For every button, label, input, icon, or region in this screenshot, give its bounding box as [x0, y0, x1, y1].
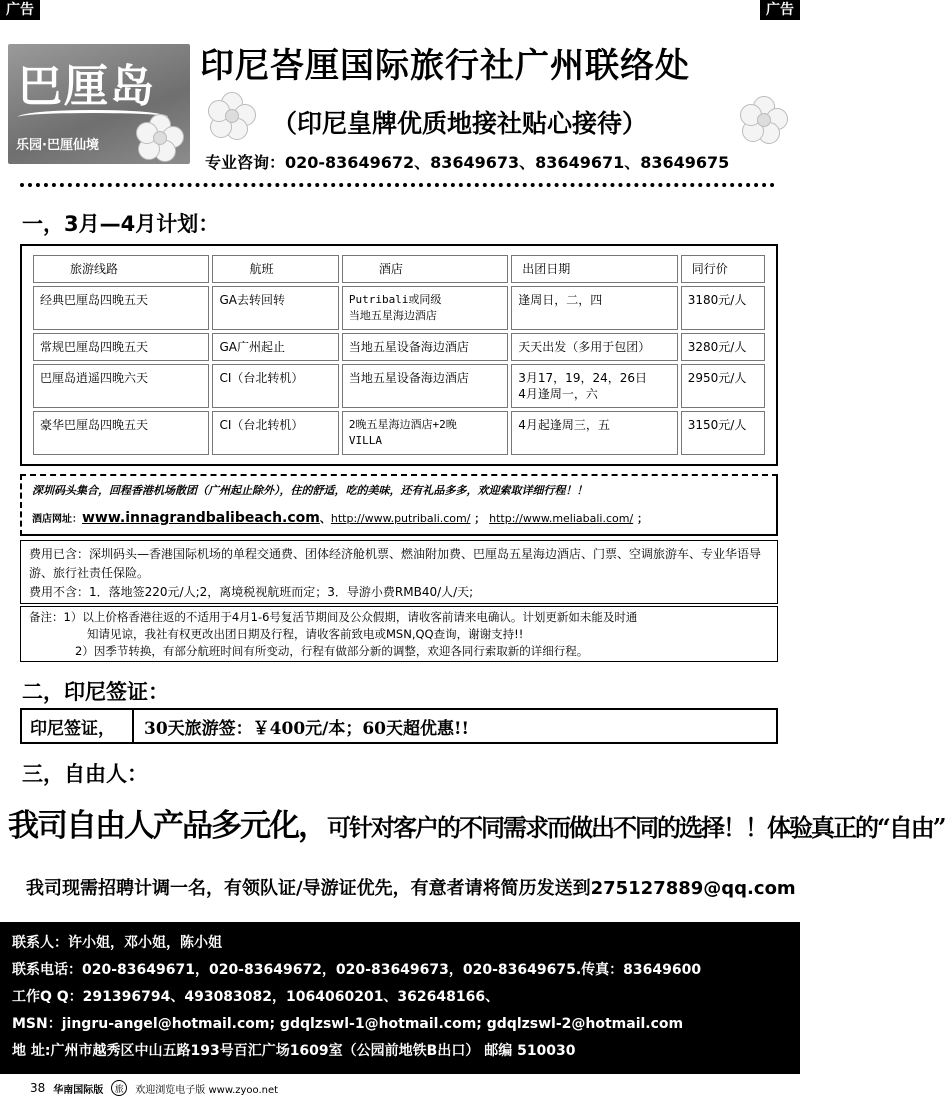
hotel-link-meliabali[interactable]: http://www.meliabali.com/ [489, 512, 634, 525]
page-footer-bar [0, 1076, 800, 1100]
table-cell: 3280元/人 [681, 333, 765, 361]
column-header: 航班 [212, 255, 338, 283]
link-separator: ； [633, 512, 649, 525]
promo-text: 深圳码头集合，回程香港机场散团（广州起止除外），住的舒适，吃的美味，还有礼品多多，欢迎索取详细行程！！ [32, 484, 588, 497]
column-header: 酒店 [342, 255, 508, 283]
free-travel-slogan [8, 800, 945, 845]
table-cell: 4月起逢周三，五 [511, 411, 677, 455]
flower-icon [208, 92, 256, 140]
fees-included: 费用已含：深圳码头—香港国际机场的单程交通费、团体经济舱机票、燃油附加费、巴厘岛五星海边酒店、门票、空调旅游车、专业华语导游、旅行社责任保险。 [29, 547, 762, 580]
table-cell: 3150元/人 [681, 411, 765, 455]
table-row [33, 286, 765, 330]
dotted-divider [20, 183, 775, 187]
table-cell: 2晚五星海边酒店+2晚 VILLA [342, 411, 508, 455]
table-row [33, 364, 765, 408]
table-cell: Putribali或同级 当地五星海边酒店 [342, 286, 508, 330]
recruit-notice: 我司现需招聘计调一名，有领队证/导游证优先，有意者请将简历发送到275127889@qq.com [26, 878, 796, 899]
contact-address: 地 址:广州市越秀区中山五路193号百汇广场1609室（公园前地铁B出口） 邮编 510030 [12, 1043, 576, 1059]
slogan-part-b: 可针对客户的不同需求而做出不同的选择！！体验真正的“自由” [327, 813, 945, 842]
contact-persons: 联系人：许小姐，邓小姐，陈小姐 [12, 935, 222, 951]
hotel-websites [32, 510, 766, 526]
link-separator: ； [470, 512, 486, 525]
note-line-3: 2）因季节转换，有部分航班时间有所变动，行程有做部分新的调整，欢迎各同行索取新的详细行程。 [75, 644, 589, 658]
table-cell: 天天出发（多用于包团） [511, 333, 677, 361]
edition-name: 华南国际版 [53, 1084, 104, 1096]
table-cell: 当地五星设备海边酒店 [342, 333, 508, 361]
table-header-row [33, 255, 765, 283]
hotel-link-innagrand[interactable]: www.innagrandbalibeach.com [82, 510, 320, 526]
page-subtitle: （印尼皇牌优质地接社贴心接待） [272, 109, 648, 138]
table-cell: 当地五星设备海边酒店 [342, 364, 508, 408]
visa-box [20, 708, 778, 744]
logo-main-text: 巴厘岛 [18, 61, 156, 112]
plan-table-box [20, 244, 778, 466]
fees-excluded: 费用不含：1．落地签220元/人;2，离境税视航班而定；3．导游小费RMB40/人/天; [29, 585, 474, 599]
table-cell: 3180元/人 [681, 286, 765, 330]
table-cell: 豪华巴厘岛四晚五天 [33, 411, 209, 455]
promo-box [20, 474, 778, 536]
section-heading-free: 三，自由人： [22, 762, 148, 786]
section-heading-visa: 二，印尼签证： [22, 680, 169, 704]
note-line-1: 备注：1）以上价格香港往返的不适用于4月1-6号复活节期间及公众假期，请收客前请来电确认。计划更新如未能及时通 [29, 610, 638, 624]
ad-label-right: 广告 [760, 0, 800, 20]
note-line-2: 知请见谅，我社有权更改出团日期及行程，请收客前致电或MSN,QQ查询，谢谢支持!! [87, 627, 524, 641]
hotel-link-putribali[interactable]: http://www.putribali.com/ [330, 512, 471, 525]
flower-icon [740, 96, 788, 144]
plan-table [30, 252, 768, 458]
link-separator: 、 [319, 512, 331, 525]
flower-icon [136, 114, 184, 162]
hotel-websites-label: 酒店网址： [32, 514, 82, 525]
column-header: 同行价 [681, 255, 765, 283]
table-row [33, 333, 765, 361]
slogan-part-a: 我司自由人产品多元化， [8, 808, 327, 844]
column-header: 旅游线路 [33, 255, 209, 283]
table-cell: 逢周日，二，四 [511, 286, 677, 330]
bali-logo [8, 44, 190, 164]
page-title: 印尼峇厘国际旅行社广州联络处 [200, 46, 690, 86]
table-cell: GA广州起止 [212, 333, 338, 361]
visa-price: 30天旅游签：￥400元/本；60天超优惠!! [144, 718, 469, 739]
section-heading-plan: 一，3月—4月计划： [22, 212, 220, 236]
table-cell: 经典巴厘岛四晚五天 [33, 286, 209, 330]
table-row [33, 411, 765, 455]
visa-label: 印尼签证， [22, 710, 134, 742]
table-cell: 常规巴厘岛四晚五天 [33, 333, 209, 361]
contact-msn: MSN：jingru-angel@hotmail.com; gdqlzswl-1@hotmail.com; gdqlzswl-2@hotmail.com [12, 1016, 684, 1032]
logo-sub-text: 乐园·巴厘仙境 [16, 138, 99, 153]
table-cell: 巴厘岛逍遥四晚六天 [33, 364, 209, 408]
edition-website: 欢迎浏览电子版 www.zyoo.net [135, 1084, 279, 1096]
notes-box [20, 606, 778, 662]
column-header: 出团日期 [511, 255, 677, 283]
table-cell: 2950元/人 [681, 364, 765, 408]
table-cell: CI（台北转机） [212, 364, 338, 408]
edition-circle-icon: 旅 [111, 1080, 127, 1096]
table-cell: 3月17，19，24，26日 4月逢周一，六 [511, 364, 677, 408]
contact-qq: 工作Q Q：291396794、493083082，1064060201、362648166、 [12, 989, 500, 1005]
contact-footer [0, 922, 800, 1074]
table-cell: GA去转回转 [212, 286, 338, 330]
page-number: 38 [30, 1081, 46, 1095]
fees-box [20, 540, 778, 604]
contact-phones: 联系电话：020-83649671，020-83649672，020-83649673，020-83649675.传真：83649600 [12, 962, 702, 978]
table-cell: CI（台北转机） [212, 411, 338, 455]
consult-phones: 专业咨询：020-83649672、83649673、83649671、83649675 [205, 153, 730, 172]
ad-label-left: 广告 [0, 0, 40, 20]
